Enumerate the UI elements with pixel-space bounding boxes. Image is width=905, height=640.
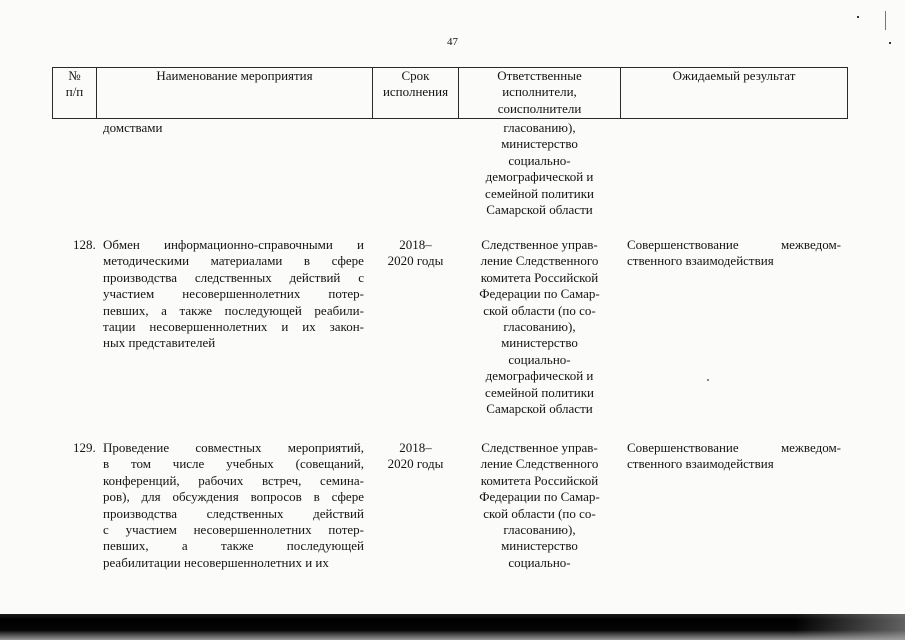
word: межведом-	[780, 440, 841, 455]
continued-name-cell	[103, 120, 365, 136]
result-cell	[627, 237, 841, 270]
header-text: Наименование мероприятия	[156, 68, 313, 83]
text-line: ление Следственного	[480, 456, 599, 472]
word: реабили-	[314, 302, 364, 318]
word: несовершеннолетних	[193, 522, 312, 538]
text-line: Следственное управ-	[481, 440, 598, 455]
word: вопросов	[250, 489, 302, 505]
word: обсуждения	[172, 489, 239, 505]
word: конференций,	[103, 472, 180, 488]
text-line	[103, 286, 364, 302]
header-text: №	[68, 68, 81, 83]
word: учебных	[226, 456, 274, 472]
text-line: ных представителей	[103, 335, 216, 351]
text-line: министерство	[501, 538, 578, 554]
text-line: комитета Российской	[480, 269, 599, 285]
word: рабочих	[198, 472, 244, 488]
word: сфере	[331, 253, 364, 269]
text-line: Федерации по Самар-	[479, 286, 600, 302]
text-line: гласованию),	[503, 120, 576, 135]
text-line: ственного взаимодействия	[627, 456, 774, 472]
word: ров),	[103, 489, 130, 505]
header-text: соисполнители	[497, 100, 582, 116]
word: Проведение	[103, 440, 170, 455]
word: и	[281, 319, 289, 335]
text-line: демографической и	[485, 368, 594, 384]
text-line: гласованию),	[503, 522, 576, 538]
text-line: Самарской области	[486, 202, 593, 218]
text-line: 2020 годы	[387, 253, 444, 269]
word: участием	[103, 286, 155, 302]
header-text: п/п	[65, 84, 84, 100]
text-line	[103, 253, 364, 269]
word: встреч,	[261, 472, 302, 488]
header-name-column	[97, 68, 372, 84]
header-responsible-column	[459, 68, 620, 117]
text-line	[103, 319, 364, 335]
word: певших,	[103, 538, 149, 554]
word: действий	[313, 505, 364, 521]
word: певших,	[103, 302, 149, 318]
word: производства	[103, 505, 178, 521]
header-bottom-border	[52, 118, 848, 119]
text-line: семейной политики	[485, 384, 594, 400]
text-line	[103, 237, 364, 253]
scan-speck	[857, 16, 859, 18]
text-line: министерство	[501, 335, 578, 351]
word: также	[220, 538, 254, 554]
text-line: Следственное управ-	[481, 237, 598, 252]
word: последующей	[224, 302, 302, 318]
text-line: ской области (по со-	[483, 302, 596, 318]
text-line	[103, 489, 364, 505]
text-line	[103, 538, 364, 554]
word: информационно-справочными	[164, 237, 333, 252]
text-line	[103, 440, 364, 456]
header-text: Срок	[401, 68, 430, 83]
event-name-cell	[103, 237, 364, 352]
text-line: Самарской области	[486, 401, 593, 417]
word: Совершенствование	[627, 237, 739, 252]
text-line	[627, 440, 841, 456]
header-term-column	[373, 68, 458, 101]
word: также	[179, 302, 213, 318]
text-line: министерство	[501, 136, 578, 152]
text-line: 2020 годы	[387, 456, 444, 472]
text-line	[103, 303, 364, 319]
text-line	[627, 237, 841, 253]
text-line: Федерации по Самар-	[479, 489, 600, 505]
word: закон-	[329, 319, 364, 335]
word: потер-	[328, 522, 364, 538]
word: числе	[172, 456, 205, 472]
scan-speck	[889, 42, 891, 44]
header-text: исполнения	[382, 84, 449, 100]
term-cell	[373, 237, 458, 270]
word: семина-	[320, 472, 364, 488]
word: (совещаний,	[295, 456, 364, 472]
word: их	[302, 319, 316, 335]
word: Обмен	[103, 237, 140, 252]
row-number: 129.	[73, 440, 96, 455]
row-number: 128.	[73, 237, 96, 252]
word: следственных	[194, 269, 272, 285]
text-line	[103, 456, 364, 472]
text-line: реабилитации несовершеннолетних и их	[103, 554, 329, 570]
continued-responsible-cell	[459, 120, 620, 218]
scan-speck	[707, 379, 709, 381]
word: в	[303, 253, 311, 269]
word: потер-	[328, 286, 364, 302]
text-line	[103, 270, 364, 286]
text-line: демографической и	[485, 169, 594, 185]
word: следственных	[206, 505, 284, 521]
word: межведом-	[780, 237, 841, 252]
header-text: Ожидаемый результат	[672, 68, 796, 83]
word: последующей	[286, 538, 364, 554]
text-line: 2018–	[399, 237, 432, 252]
responsible-cell	[459, 440, 620, 571]
header-divider	[847, 67, 848, 119]
word: производства	[103, 269, 178, 285]
text-line: семейной политики	[485, 185, 594, 201]
term-cell	[373, 440, 458, 473]
word: для	[141, 489, 161, 505]
result-cell	[627, 440, 841, 473]
text-line: комитета Российской	[480, 472, 599, 488]
text-line: домствами	[103, 120, 163, 135]
word: том	[130, 456, 151, 472]
word: Совершенствование	[627, 440, 739, 455]
text-line	[103, 473, 364, 489]
word: действий	[289, 269, 341, 285]
word: сфере	[331, 489, 364, 505]
text-line: социально-	[508, 152, 571, 168]
word: участием	[125, 522, 177, 538]
text-line: социально-	[508, 554, 571, 570]
text-line: ской области (по со-	[483, 505, 596, 521]
word: и	[357, 237, 364, 252]
text-line	[103, 522, 364, 538]
text-line: 2018–	[399, 440, 432, 455]
header-result-column	[621, 68, 847, 84]
word: а	[181, 538, 188, 554]
word: несовершеннолетних	[149, 319, 268, 335]
text-line: социально-	[508, 351, 571, 367]
word: тации	[103, 319, 136, 335]
scan-speck	[885, 11, 886, 30]
word: методическими	[103, 253, 190, 269]
responsible-cell	[459, 237, 620, 417]
word: несовершеннолетних	[182, 286, 301, 302]
header-text: исполнители,	[502, 84, 577, 100]
word: а	[161, 302, 167, 318]
text-line: гласованию),	[503, 319, 576, 335]
scan-edge-shadow	[0, 614, 905, 640]
word: материалами	[210, 253, 283, 269]
header-number-column	[53, 68, 96, 101]
word: с	[103, 522, 109, 538]
event-name-cell	[103, 440, 364, 571]
word: с	[358, 269, 364, 285]
word: мероприятий,	[287, 440, 364, 455]
header-text: Ответственные	[497, 68, 582, 83]
word: совместных	[195, 440, 262, 455]
text-line: ственного взаимодействия	[627, 253, 774, 269]
text-line	[103, 506, 364, 522]
word: в	[103, 456, 110, 472]
text-line: ление Следственного	[480, 253, 599, 269]
word: в	[313, 489, 320, 505]
page-number: 47	[447, 36, 458, 48]
